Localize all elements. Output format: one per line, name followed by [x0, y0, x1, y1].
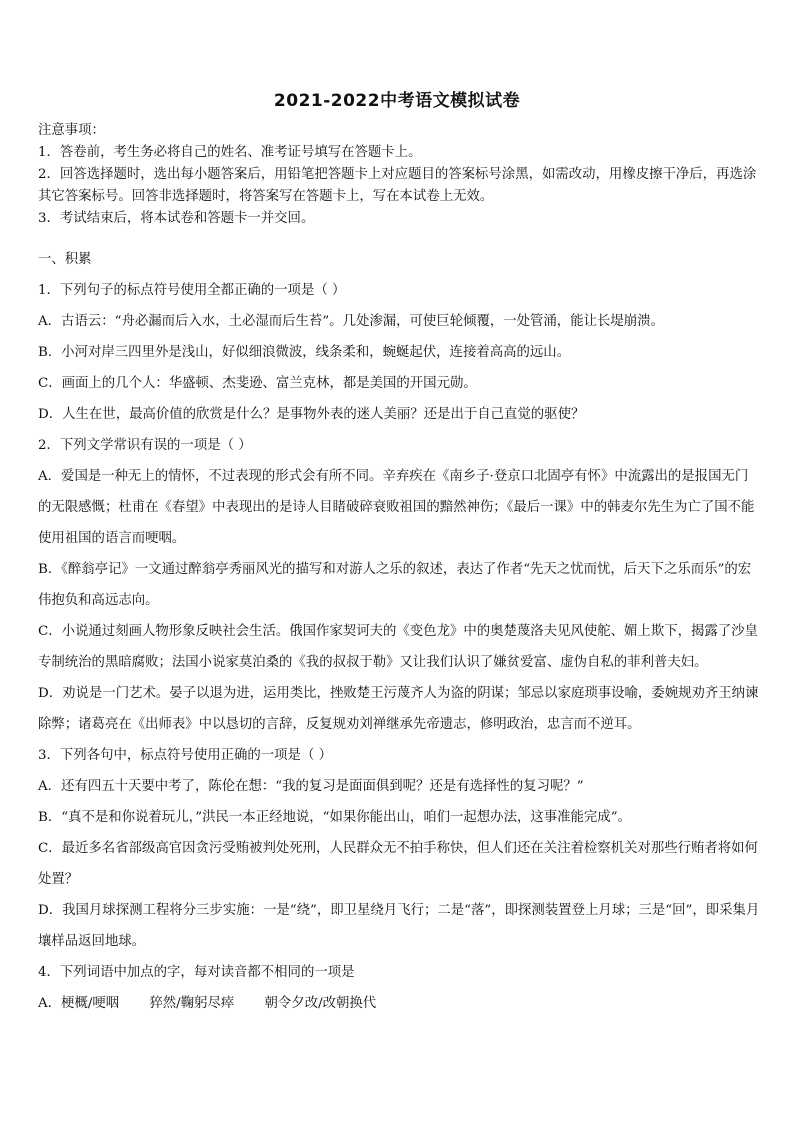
question-option: A．爱国是一种无上的情怀，不过表现的形式会有所不同。辛弃疾在《南乡子·登京口北固亭有怀》中流露出的是报国无门的无限感慨；杜甫在《春望》中表现出的是诗人目睹破碎衰败祖国的黯然神伤；《最后一课》中的韩麦尔先生为亡了国不能使用祖国的语言而哽咽。 — [38, 469, 755, 546]
question-stem: 3．下列各句中，标点符号使用正确的一项是（ ） — [38, 748, 332, 763]
notice-heading: 注意事项： — [38, 123, 105, 138]
question-option: B．《醉翁亭记》一文通过醉翁亭秀丽风光的描写和对游人之乐的叙述，表达了作者“先天之忧而忧，后天下之乐而乐”的宏伟抱负和高远志向。 — [38, 562, 752, 608]
notice-item: 1．答卷前，考生务必将自己的姓名、准考证号填写在答题卡上。 — [38, 145, 422, 160]
question-option: A．古语云：“舟必漏而后入水，土必湿而后生苔”。几处渗漏，可使巨轮倾覆，一处管涌，能让长堤崩溃。 — [38, 314, 664, 329]
option-item: A．梗概/哽咽 — [38, 996, 120, 1011]
question-option-row — [38, 988, 760, 1019]
question-option: D．劝说是一门艺术。晏子以退为进，运用类比，挫败楚王污蔑齐人为盗的阴谋；邹忌以家庭琐事设喻，委婉规劝齐王纳谏除弊；诸葛亮在《出师表》中以恳切的言辞，反复规劝刘禅继承先帝遗志，修明政治，忠言而不逆耳。 — [38, 686, 759, 732]
option-item: 猝然/鞠躬尽瘁 — [149, 996, 235, 1011]
question-option: B．小河对岸三四里外是浅山，好似细浪微波，线条柔和，蜿蜒起伏，连接着高高的远山。 — [38, 345, 571, 360]
question-stem: 1．下列句子的标点符号使用全都正确的一项是（ ） — [38, 283, 346, 298]
question-option: B．“真不是和你说着玩儿，”洪民一本正经地说，“如果你能出山，咱们一起想办法，这事准能完成”。 — [38, 810, 631, 825]
notice-block — [38, 120, 760, 230]
option-item: 朝令夕改/改朝换代 — [264, 996, 377, 1011]
question-option: C．画面上的几个人：华盛顿、杰斐逊、富兰克林，都是美国的开国元勋。 — [38, 376, 477, 391]
exam-body — [38, 244, 760, 1019]
question-option: D．我国月球探测工程将分三步实施：一是“绕”，即卫星绕月飞行；二是“落”，即探测装置登上月球；三是“回”，即采集月壤样品返回地球。 — [38, 903, 760, 949]
question-option: C．小说通过刻画人物形象反映社会生活。俄国作家契诃夫的《变色龙》中的奥楚蔑洛夫见风使舵、媚上欺下，揭露了沙皇专制统治的黑暗腐败；法国小说家莫泊桑的《我的叔叔于勒》又让我们认识了嫌贫爱富、虚伪自私的菲利普夫妇。 — [38, 624, 758, 670]
section-heading: 一、积累 — [38, 252, 92, 267]
question-option: C．最近多名省部级高官因贪污受贿被判处死刑，人民群众无不拍手称快，但人们还在关注着检察机关对那些行贿者将如何处置？ — [38, 841, 758, 887]
question-stem: 2．下列文学常识有误的一项是（ ） — [38, 438, 252, 453]
question-stem: 4．下列词语中加点的字，每对读音都不相同的一项是 — [38, 965, 355, 980]
notice-item: 2．回答选择题时，选出每小题答案后，用铅笔把答题卡上对应题目的答案标号涂黑，如需改动，用橡皮擦干净后，再选涂其它答案标号。回答非选择题时，将答案写在答题卡上，写在本试卷上无效。 — [38, 167, 757, 204]
notice-item: 3．考试结束后，将本试卷和答题卡一并交回。 — [38, 211, 315, 226]
question-option: A．还有四五十天要中考了，陈伦在想：“我的复习是面面俱到呢？还是有选择性的复习呢？” — [38, 779, 584, 794]
question-option: D．人生在世，最高价值的欣赏是什么？是事物外表的迷人美丽？还是出于自己直觉的驱使？ — [38, 407, 585, 422]
page-title: 2021-2022中考语文模拟试卷 — [273, 91, 521, 111]
